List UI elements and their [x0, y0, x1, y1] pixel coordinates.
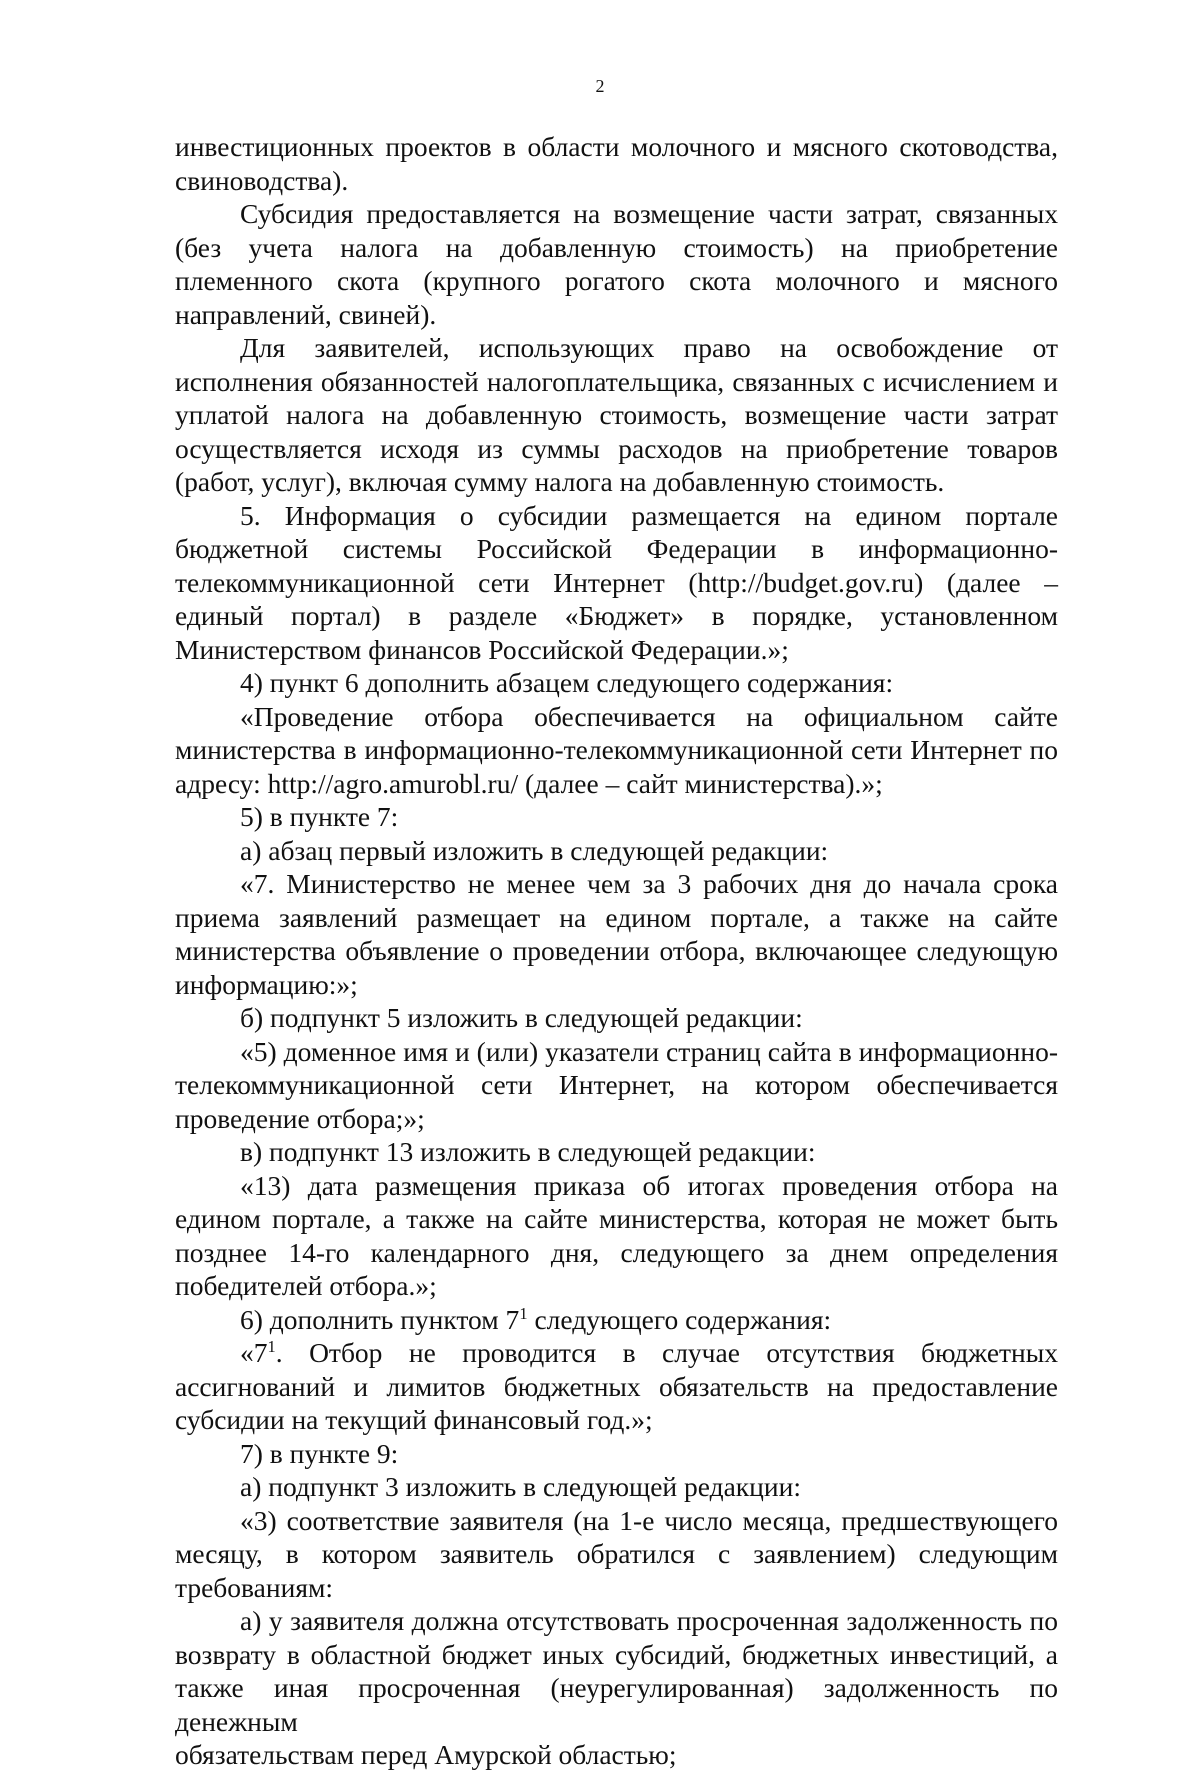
paragraph-investment-projects: инвестиционных проектов в области молочного и мясного скотоводства, свиноводства).	[175, 131, 1058, 196]
paragraph-subitem-3-requirements: «3) соответствие заявителя (на 1-е число месяца, предшествующего месяцу, в котором заявитель обратился с заявлением) следующим требованиям:	[175, 1504, 1058, 1603]
paragraph-subitem-13-results-date: «13) дата размещения приказа об итогах проведения отбора на едином портале, а также на сайте министерства, которая не может быть позднее 14-го календарного дня, следующего за днем определения победителей отбора.»;	[175, 1169, 1058, 1301]
paragraph-selection-website: «Проведение отбора обеспечивается на официальном сайте министерства в информационно-телекоммуникационной сети Интернет по адресу: http://agro.amurobl.ru/ (далее – сайт министерства).»;	[175, 700, 1058, 799]
paragraph-amend-7a: а) подпункт 3 изложить в следующей редакции:	[240, 1471, 801, 1502]
paragraph-item-7-announcement: «7. Министерство не менее чем за 3 рабочих дня до начала срока приема заявлений размещает на едином портале, а также на сайте министерства объявление о проведении отбора, включающее следующую информацию:»;	[175, 868, 1058, 1000]
paragraph-amend-6	[175, 1303, 1058, 1337]
amend-6-text-end: следующего содержания:	[527, 1303, 832, 1335]
paragraph-amend-4: 4) пункт 6 дополнить абзацем следующего содержания:	[240, 667, 894, 698]
paragraph-amend-5b: б) подпункт 5 изложить в следующей редакции:	[240, 1002, 803, 1033]
paragraph-item-7-1-no-selection	[175, 1336, 1058, 1437]
paragraph-amend-5a: а) абзац первый изложить в следующей редакции:	[240, 834, 829, 866]
paragraph-item-5-info-portal: 5. Информация о субсидии размещается на едином портале бюджетной системы Российской Федерации в информационно-телекоммуникационной сети Интернет (http://budget.gov.ru) (далее – единый портал) в разделе «Бюджет» в порядке, установленном Министерством финансов Российской Федерации.»;	[175, 499, 1058, 665]
paragraph-vat-exemption: Для заявителей, использующих право на освобождение от исполнения обязанностей налогоплательщика, связанных с исчислением и уплатой налога на добавленную стоимость, возмещение части затрат осуществляется исходя из суммы расходов на приобретение товаров (работ, услуг), включая сумму налога на добавленную стоимость.	[175, 332, 1058, 497]
paragraph-amend-5c: в) подпункт 13 изложить в следующей редакции:	[240, 1136, 816, 1167]
page-number: 2	[595, 76, 605, 96]
document-body	[175, 130, 1058, 1772]
paragraph-amend-5: 5) в пункте 7:	[240, 801, 399, 832]
amend-6-text-start: 6) дополнить пунктом 7	[240, 1303, 520, 1335]
paragraph-no-overdue-debt: а) у заявителя должна отсутствовать просроченная задолженность по возврату в областной бюджет иных субсидий, бюджетных инвестиций, а также иная просроченная (неурегулированная) задолженность по денежным	[175, 1605, 1058, 1737]
paragraph-amend-7: 7) в пункте 9:	[240, 1437, 399, 1469]
superscript-1: 1	[519, 1303, 528, 1323]
paragraph-subsidy-purpose: Субсидия предоставляется на возмещение части затрат, связанных (без учета налога на добавленную стоимость) на приобретение племенного скота (крупного рогатого скота молочного и мясного направлений, свиней).	[175, 198, 1058, 330]
paragraph-no-overdue-debt-end: обязательствам перед Амурской областью;	[175, 1739, 677, 1770]
paragraph-subitem-5-domain: «5) доменное имя и (или) указатели страниц сайта в информационно-телекоммуникационной сети Интернет, на котором обеспечивается проведение отбора;»;	[175, 1035, 1058, 1134]
item-7-1-text: . Отбор не проводится в случае отсутствия бюджетных ассигнований и лимитов бюджетных обязательств на предоставление субсидии на текущий финансовый год.»;	[175, 1337, 1058, 1435]
superscript-1: 1	[267, 1336, 276, 1356]
item-7-1-prefix: «7	[240, 1337, 268, 1368]
